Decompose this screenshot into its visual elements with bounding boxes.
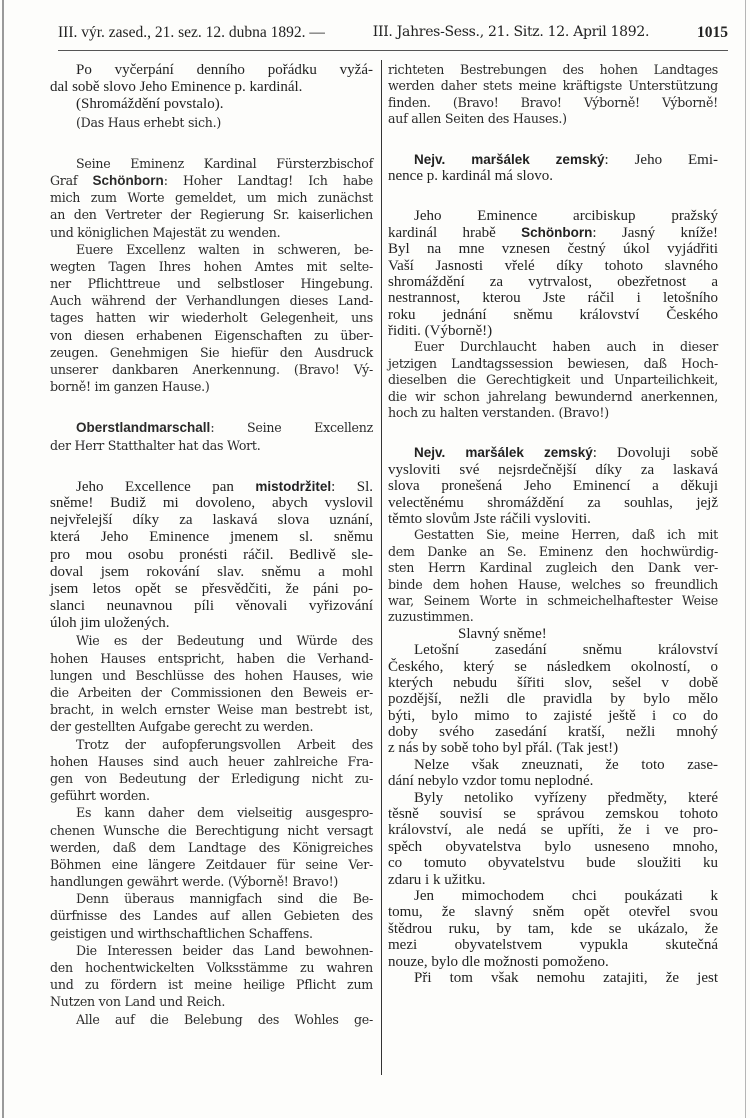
text-line: [388, 904, 718, 920]
text-line: [50, 547, 373, 564]
speaker-name: Schönborn: [92, 172, 164, 188]
speaker-name: Nejv. maršálek zemský: [414, 151, 605, 167]
text-line: [388, 495, 718, 511]
text-line: [388, 339, 718, 355]
text-segment: und königlichen Majestät zu wenden.: [50, 224, 281, 240]
paragraph: [50, 96, 373, 113]
paragraph: [50, 419, 373, 453]
text-segment: den hochentwickelten Volksstämme zu wahren: [50, 960, 373, 975]
text-segment: spěch obyvatelstva bylo usneseno mnoho,: [388, 838, 718, 855]
text-segment: z nás by sobě toho byl přál. (Tak jest!): [388, 740, 619, 757]
text-line: [50, 79, 373, 96]
text-line: [388, 225, 718, 241]
text-segment: kterých nebudu šířiti slov, sešel v době: [388, 674, 718, 691]
text-segment: těmto slovům Jste ráčili vysloviti.: [388, 510, 591, 527]
text-segment: Es kann daher dem vielseitig ausgespro-: [76, 805, 373, 821]
text-line: [388, 241, 718, 257]
paragraph: [50, 804, 373, 890]
text-line: [50, 856, 373, 873]
text-line: [50, 684, 373, 701]
text-segment: pro mou osobu pronésti ráčil. Bedlivě sle-: [50, 546, 373, 563]
text-line: [50, 361, 373, 378]
paragraph: [50, 241, 373, 396]
text-line: [50, 206, 373, 223]
text-line: [50, 787, 373, 804]
text-line: [388, 593, 718, 609]
text-line: [388, 822, 718, 838]
text-line: [388, 937, 718, 953]
text-line: [50, 770, 373, 787]
text-segment: chenen Wunsche die Berechtigung nicht versagt: [50, 822, 373, 838]
text-segment: wegten Tagen Ihres hohen Amtes mit selte-: [50, 258, 373, 274]
text-line: [388, 839, 718, 855]
text-line: [388, 111, 718, 127]
text-segment: doby svého zasedání kratší, nežli mnohý: [388, 724, 718, 741]
text-segment: zdaru i k užitku.: [388, 871, 486, 888]
text-line: [50, 873, 373, 890]
text-line: [388, 208, 718, 224]
text-line: [388, 609, 718, 625]
text-segment: Wie es der Bedeutung und Würde des: [76, 633, 373, 649]
text-segment: řiditi. (Výborně!): [388, 323, 493, 340]
text-line: [50, 650, 373, 667]
text-segment: nence p. kardinál má slovo.: [388, 167, 553, 184]
text-segment: sten Herrn Kardinal zugleich den Dank ver-: [388, 560, 718, 576]
text-segment: bracht, in welch ernster Weise man bestrebt ist,: [50, 702, 373, 718]
text-line: [388, 659, 718, 675]
text-segment: sněme! Budiž mi dovoleno, abych vyslovil: [50, 494, 373, 511]
text-line: [50, 529, 373, 546]
text-line: [50, 378, 373, 395]
text-line: [50, 172, 373, 189]
text-segment: Vaší Jasnosti vřelé díky tohoto slavného: [388, 257, 718, 274]
text-segment: tages hatten wir wiederholt Gelegenheit, uns: [50, 310, 373, 326]
text-segment: borně! im ganzen Hause.): [50, 379, 210, 395]
text-line: [50, 344, 373, 361]
text-line: [388, 921, 718, 937]
text-segment: hoch zu halten verstanden. (Bravo!): [388, 405, 609, 421]
text-line: [388, 527, 718, 543]
paragraph: [388, 757, 718, 790]
text-segment: slova pronešená Jeho Eminencí a děkuji: [388, 478, 718, 495]
page-number: 1015: [696, 24, 728, 41]
text-segment: lungen und Beschlüsse des hohen Hauses, wie: [50, 667, 373, 683]
text-line: [50, 718, 373, 735]
text-line: [50, 839, 373, 856]
text-line: [388, 389, 718, 405]
text-segment: Jen mimochodem chci poukázati k: [414, 887, 718, 904]
text-segment: : Jasný kníže!: [592, 224, 718, 241]
scan-edge-left: [2, 0, 4, 1118]
text-segment: doval jsem rokování slav. sněmu a mohl: [50, 563, 373, 580]
paragraph: [50, 942, 373, 1011]
text-line: [388, 560, 718, 576]
text-segment: mezi obyvatelstvem vypukla skutečná: [388, 937, 718, 954]
text-segment: nejvřelejší díky za laskavá slova uznání,: [50, 512, 373, 529]
text-line: [50, 598, 373, 615]
text-segment: hohen Hauses entspricht, haben die Verhand-: [50, 650, 373, 666]
text-segment: richteten Bestrebungen des hohen Landtages: [388, 62, 718, 77]
text-line: [50, 512, 373, 529]
text-segment: Nutzen von Land und Reich.: [50, 994, 226, 1010]
text-line: [388, 872, 718, 888]
text-line: [388, 740, 718, 756]
text-line: [50, 189, 373, 206]
running-header: [58, 24, 728, 42]
paragraph: [388, 642, 718, 757]
text-segment: unserer dankbaren Anerkennung. (Bravo! Vý-: [50, 362, 373, 377]
text-segment: Letošní zasedání sněmu království: [414, 642, 718, 659]
paragraph: [388, 339, 718, 421]
text-segment: die wir schon jahrelang bewundernd anerkennen,: [388, 388, 718, 404]
text-segment: ner Pflichttreue und selbstloser Hingebung.: [50, 276, 373, 292]
text-line: [388, 675, 718, 691]
text-segment: gen von Bedeutung der Erledigung nicht zu-: [50, 770, 373, 786]
text-segment: štědrou ruku, by tam, kde se ukázalo, že: [388, 920, 718, 937]
left-column: [50, 62, 373, 1028]
text-segment: Byl na mne vznesen čestný úkol vyjádřiti: [388, 241, 718, 258]
text-line: [50, 976, 373, 993]
text-segment: der Herr Statthalter hat das Wort.: [50, 437, 261, 453]
text-segment: zuzustimmen.: [388, 609, 474, 625]
paragraph: [50, 114, 373, 131]
text-segment: Nelze však zneuznati, že toto zase-: [414, 756, 718, 773]
text-segment: jsem letos opět se přesvědčiti, že páni po-: [50, 580, 373, 597]
text-segment: tomu, že slavný sněm opět otevřel svou: [388, 904, 718, 921]
text-line: [388, 970, 718, 986]
text-segment: werden daher stets meine kräftigste Unterstützung: [388, 78, 718, 94]
text-line: [50, 241, 373, 258]
right-column: [388, 62, 718, 986]
paragraph: [388, 445, 718, 527]
paragraph: [388, 152, 718, 185]
text-line: [50, 419, 373, 436]
text-segment: Auch während der Verhandlungen dieses Land-: [50, 293, 373, 309]
text-line: [50, 615, 373, 632]
text-line: [388, 168, 718, 184]
text-segment: geführt worden.: [50, 788, 150, 804]
text-segment: jetzigen Landtagssession bewiesen, daß Hoch-: [388, 355, 718, 371]
text-line: [388, 462, 718, 478]
text-line: [388, 691, 718, 707]
text-line: [388, 511, 718, 527]
text-segment: nestrannost, kterou Jste ráčil i letošního: [388, 290, 718, 307]
text-line: [388, 152, 718, 168]
text-line: [388, 855, 718, 871]
text-segment: která Jeho Eminence jmenem sl. sněmu: [50, 529, 373, 546]
paragraph: [50, 478, 373, 633]
paragraph: [388, 62, 718, 128]
text-segment: Českého, který se následkem okolností, o: [388, 658, 718, 675]
text-line: [388, 888, 718, 904]
paragraph: [388, 208, 718, 339]
text-line: [50, 890, 373, 907]
paragraph: [388, 970, 718, 986]
text-segment: dürfnisse des Landes auf allen Gebieten des: [50, 908, 373, 924]
text-line: [388, 78, 718, 94]
text-line: [388, 356, 718, 372]
text-segment: Denn überaus mannigfach sind die Be-: [76, 891, 373, 907]
text-segment: finden. (Bravo! Bravo! Výborně! Výborně!: [388, 94, 718, 110]
text-line: [50, 478, 373, 495]
text-segment: dieselben die Gerechtigkeit und Unparteilichkeit,: [388, 372, 718, 388]
text-segment: vysloviti své nejsrdečnější díky za laskavá: [388, 461, 718, 478]
speaker-name: Nejv. maršálek zemský: [414, 445, 593, 461]
text-line: [50, 495, 373, 512]
text-line: [50, 993, 373, 1010]
text-line: [388, 95, 718, 111]
paragraph: [388, 790, 718, 888]
text-segment: Graf: [50, 172, 93, 188]
header-rule: [58, 50, 728, 51]
text-line: [50, 258, 373, 275]
text-line: [388, 954, 718, 970]
text-segment: Gestatten Sie, meine Herren, daß ich mit: [414, 527, 718, 543]
text-segment: die Arbeiten der Commissionen den Beweis er-: [50, 685, 373, 700]
text-segment: an den Vertreter der Regierung Sr. kaiserlichen: [50, 207, 373, 223]
text-segment: pozdější, nežli dle pravidla by bylo mělo: [388, 691, 718, 708]
text-line: [388, 62, 718, 78]
text-segment: (Shromáždění povstalo).: [76, 96, 224, 113]
text-segment: Slavný sněme!: [458, 625, 547, 642]
text-segment: : Sl.: [331, 478, 373, 495]
header-german: III. Jahres-Sess., 21. Sitz. 12. April 1892.: [372, 24, 650, 40]
text-segment: zeugen. Genehmigen Sie hiefür den Ausdruck: [50, 344, 373, 360]
text-segment: mich zum Worte gemeldet, um mich zunächst: [50, 190, 373, 206]
text-line: [50, 292, 373, 309]
text-line: [388, 372, 718, 388]
text-line: [50, 632, 373, 649]
text-line: [50, 804, 373, 821]
text-segment: geistigen und wirthschaftlichen Schaffens.: [50, 925, 313, 941]
text-line: [50, 581, 373, 598]
paragraph: [50, 1011, 373, 1028]
text-line: [388, 773, 718, 789]
text-line: [388, 806, 718, 822]
text-line: [50, 667, 373, 684]
text-segment: auf allen Seiten des Hauses.): [388, 111, 567, 127]
paragraph: [388, 527, 718, 625]
text-line: [388, 757, 718, 773]
text-line: [388, 290, 718, 306]
text-segment: binde dem hohen Hause, welches so freundlich: [388, 576, 718, 592]
text-line: [50, 437, 373, 454]
text-line: [50, 327, 373, 344]
text-line: [388, 790, 718, 806]
text-line: [388, 577, 718, 593]
text-line: [50, 736, 373, 753]
text-segment: : Jeho Emi-: [604, 151, 718, 168]
text-line: [50, 275, 373, 292]
text-segment: Jeho Eminence arcibiskup pražský: [414, 208, 718, 225]
text-segment: Seine Eminenz Kardinal Fürsterzbischof: [76, 155, 373, 171]
text-line: [50, 96, 373, 113]
text-segment: Trotz der aufopferungsvollen Arbeit des: [76, 736, 373, 752]
text-segment: roku jednání sněmu království Českého: [388, 306, 718, 323]
text-line: [50, 114, 373, 131]
text-segment: nouze, bylo dle možnosti pomoženo.: [388, 953, 609, 970]
text-segment: Alle auf die Belebung des Wohles ge-: [76, 1011, 373, 1027]
text-segment: Při tom však nemohu zatajiti, že jest: [414, 969, 718, 986]
text-segment: úloh jim uložených.: [50, 615, 170, 632]
text-line: [388, 544, 718, 560]
speaker-name: Oberstlandmarschall: [76, 420, 211, 436]
paragraph: [50, 632, 373, 735]
text-line: [50, 224, 373, 241]
text-segment: slanci neunavnou píli věnovali vyřizování: [50, 598, 373, 615]
text-line: [50, 753, 373, 770]
text-segment: dem Danke an Se. Eminenz den hochwürdig-: [388, 543, 718, 559]
text-line: [50, 564, 373, 581]
text-line: [50, 62, 373, 79]
text-segment: co tomuto obyvatelstvu bude sloužiti ku: [388, 855, 718, 872]
text-segment: dal sobě slovo Jeho Eminence p. kardinál.: [50, 79, 303, 96]
paragraph: [50, 890, 373, 942]
text-line: [50, 942, 373, 959]
text-line: [388, 307, 718, 323]
header-czech: III. výr. zased., 21. sez. 12. dubna 1892. —: [58, 24, 325, 41]
text-segment: : Hoher Landtag! Ich habe: [163, 172, 373, 188]
text-segment: hohen Hauses sind auch heuer zahlreiche Fra-: [50, 753, 373, 769]
text-segment: Böhmen eine längere Zeitdauer für seine Ver-: [50, 856, 373, 872]
text-segment: království, ale nedá se upříti, že i ve pro-: [388, 822, 718, 839]
column-divider: [381, 60, 382, 1075]
text-line: [50, 925, 373, 942]
text-segment: : Seine Excellenz: [210, 420, 373, 436]
text-line: [50, 701, 373, 718]
text-segment: Byly netoliko vyřízeny předměty, které: [414, 789, 718, 806]
text-line: [388, 478, 718, 494]
paragraph: [50, 62, 373, 96]
text-line: [388, 274, 718, 290]
text-segment: Euere Excellenz walten in schweren, be-: [76, 241, 373, 257]
text-line: [388, 642, 718, 658]
text-line: [388, 724, 718, 740]
text-segment: : Dovoluji sobě: [592, 445, 718, 462]
text-segment: (Das Haus erhebt sich.): [76, 114, 222, 130]
text-line: [388, 626, 718, 642]
text-line: [50, 1011, 373, 1028]
text-segment: werden, daß dem Landtage des Königreiches: [50, 839, 373, 855]
paragraph: [50, 155, 373, 241]
paragraph: [388, 626, 718, 642]
text-line: [388, 258, 718, 274]
text-segment: velectěnému shromáždění za souhlas, jejž: [388, 494, 718, 511]
text-segment: kardinál hrabě: [388, 224, 522, 241]
text-segment: dání nebylo vzdor tomu neplodné.: [388, 773, 594, 790]
text-segment: Jeho Excellence pan: [76, 478, 256, 495]
text-segment: der gestellten Aufgabe gerecht zu werden.: [50, 719, 314, 735]
text-segment: Po vyčerpání denního pořádku vyžá-: [76, 62, 373, 78]
paragraph: [388, 888, 718, 970]
text-line: [50, 959, 373, 976]
text-line: [50, 309, 373, 326]
paragraph: [50, 736, 373, 805]
text-line: [50, 822, 373, 839]
text-line: [388, 708, 718, 724]
text-segment: býti, bylo mimo to zajisté ještě i co do: [388, 707, 718, 724]
text-segment: těsně souvisí se správou zemskou tohoto: [388, 806, 718, 823]
text-line: [50, 155, 373, 172]
text-segment: von diesen erhabenen Eigenschaften zu über-: [50, 327, 373, 343]
text-segment: Euer Durchlaucht haben auch in dieser: [414, 339, 718, 355]
text-line: [388, 405, 718, 421]
text-line: [388, 323, 718, 339]
text-segment: und zu fördern ist meine heilige Pflicht zum: [50, 977, 373, 993]
speaker-name: mistodržitel: [255, 478, 332, 494]
text-line: [388, 445, 718, 461]
scan-edge-right: [745, 0, 746, 1118]
text-segment: Die Interessen beider das Land bewohnen-: [76, 942, 373, 958]
text-segment: shromáždění za vytrvalost, obezřetnost a: [388, 273, 718, 290]
text-line: [50, 907, 373, 924]
speaker-name: Schönborn: [521, 224, 593, 240]
text-segment: war, Seinem Worte in schmeichelhaftester Weise: [388, 592, 718, 608]
text-segment: handlungen gewährt werde. (Výborně! Bravo!): [50, 874, 339, 890]
